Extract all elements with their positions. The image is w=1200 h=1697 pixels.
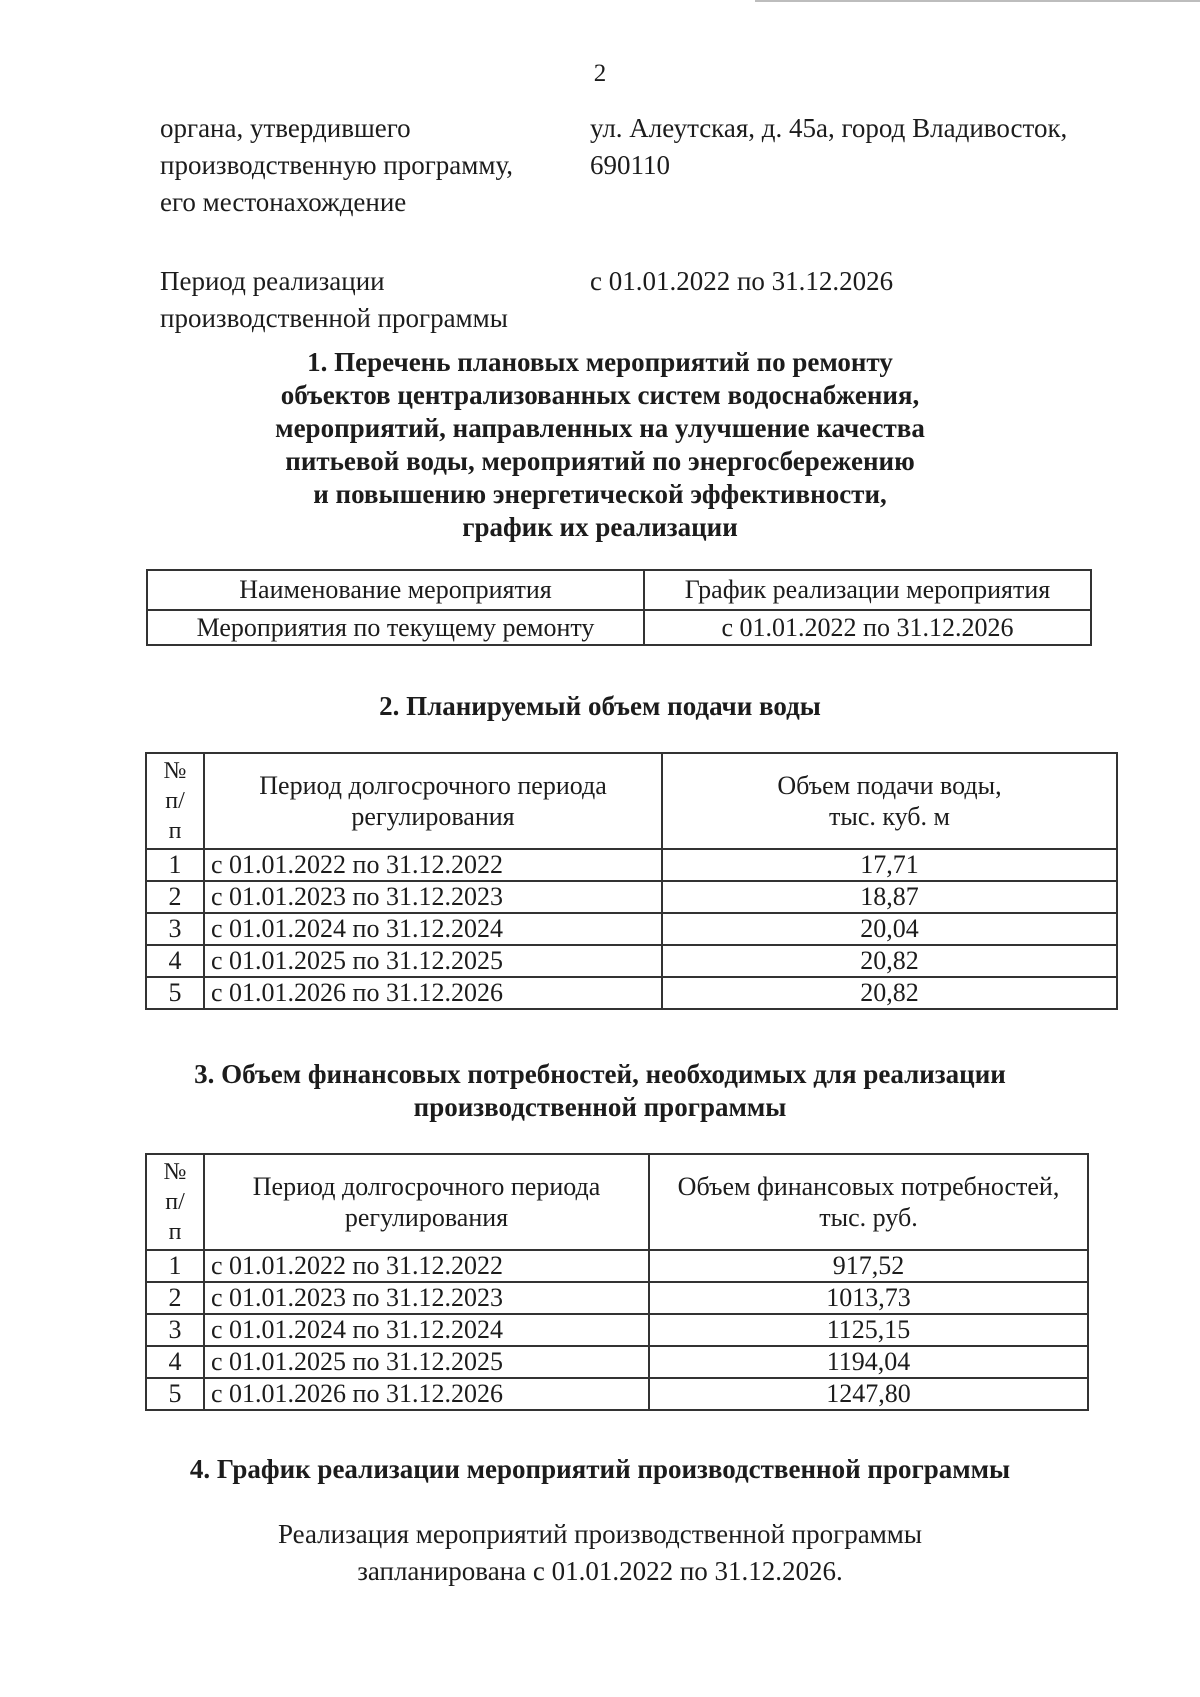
table-header-row <box>146 1154 1088 1250</box>
row-number: 3 <box>146 913 204 945</box>
header-number: № п/ п <box>146 753 204 849</box>
row-number: 2 <box>146 881 204 913</box>
title-line: 3. Объем финансовых потребностей, необходимых для реализации <box>194 1059 1006 1089</box>
row-number: 5 <box>146 1378 204 1410</box>
row-period: с 01.01.2024 по 31.12.2024 <box>204 1314 649 1346</box>
label-line: его местонахождение <box>160 187 407 217</box>
table-row <box>146 1314 1088 1346</box>
row-financial-needs: 917,52 <box>649 1250 1088 1282</box>
title-line: мероприятий, направленных на улучшение качества <box>275 413 925 443</box>
header-period: Период долгосрочного периода регулирования <box>204 753 662 849</box>
section2-title: 2. Планируемый объем подачи воды <box>379 691 821 721</box>
row-number: 4 <box>146 945 204 977</box>
row-water-volume: 20,04 <box>662 913 1117 945</box>
row-period: с 01.01.2026 по 31.12.2026 <box>204 977 662 1009</box>
address-line: ул. Алеутская, д. 45а, город Владивосток, <box>590 113 1068 143</box>
section3-title <box>120 1058 1080 1124</box>
row-period: с 01.01.2026 по 31.12.2026 <box>204 1378 649 1410</box>
header-activity-schedule: График реализации мероприятия <box>644 570 1091 610</box>
row-water-volume: 17,71 <box>662 849 1117 881</box>
table-row <box>147 610 1091 645</box>
implementation-period-label <box>160 263 540 337</box>
table-row <box>146 1378 1088 1410</box>
section4-text <box>140 1516 1060 1590</box>
header-number: № п/ п <box>146 1154 204 1250</box>
header-activity-name: Наименование мероприятия <box>147 570 644 610</box>
row-financial-needs: 1247,80 <box>649 1378 1088 1410</box>
row-number: 2 <box>146 1282 204 1314</box>
row-period: с 01.01.2025 по 31.12.2025 <box>204 1346 649 1378</box>
row-water-volume: 20,82 <box>662 977 1117 1009</box>
row-period: с 01.01.2022 по 31.12.2022 <box>204 849 662 881</box>
row-period: с 01.01.2022 по 31.12.2022 <box>204 1250 649 1282</box>
header-period: Период долгосрочного периода регулирования <box>204 1154 649 1250</box>
title-line: график их реализации <box>462 512 738 542</box>
row-period: с 01.01.2023 по 31.12.2023 <box>204 881 662 913</box>
implementation-period-block <box>160 263 1160 343</box>
table-row <box>146 977 1117 1009</box>
table-row <box>146 1346 1088 1378</box>
row-financial-needs: 1013,73 <box>649 1282 1088 1314</box>
row-financial-needs: 1194,04 <box>649 1346 1088 1378</box>
page-number: 2 <box>593 60 607 87</box>
table-row <box>146 945 1117 977</box>
title-line: питьевой воды, мероприятий по энергосбережению <box>285 446 915 476</box>
row-water-volume: 18,87 <box>662 881 1117 913</box>
title-line: 1. Перечень плановых мероприятий по ремонту <box>307 347 893 377</box>
header-financial-needs: Объем финансовых потребностей, тыс. руб. <box>649 1154 1088 1250</box>
text-line: запланирована с 01.01.2022 по 31.12.2026. <box>357 1556 843 1586</box>
row-number: 1 <box>146 1250 204 1282</box>
section4-title: 4. График реализации мероприятий производственной программы <box>189 1454 1011 1484</box>
row-number: 1 <box>146 849 204 881</box>
table-row <box>146 849 1117 881</box>
water-supply-table <box>145 752 1118 1010</box>
scan-edge-line <box>755 0 1200 2</box>
label-line: производственной программы <box>160 303 508 333</box>
row-number: 5 <box>146 977 204 1009</box>
table-header-row <box>146 753 1117 849</box>
authority-location-value <box>590 110 1110 184</box>
row-period: с 01.01.2025 по 31.12.2025 <box>204 945 662 977</box>
row-water-volume: 20,82 <box>662 945 1117 977</box>
authority-location-label <box>160 110 540 221</box>
title-line: и повышению энергетической эффективности, <box>313 479 887 509</box>
label-line: производственную программу, <box>160 150 513 180</box>
postal-code: 690110 <box>590 150 670 180</box>
title-line: объектов централизованных систем водоснабжения, <box>280 380 920 410</box>
activity-name: Мероприятия по текущему ремонту <box>147 610 644 645</box>
table-row <box>146 1282 1088 1314</box>
table-row <box>146 881 1117 913</box>
text-line: Реализация мероприятий производственной программы <box>277 1519 923 1549</box>
label-line: Период реализации <box>160 266 385 296</box>
row-period: с 01.01.2024 по 31.12.2024 <box>204 913 662 945</box>
authority-location-block <box>160 110 1160 230</box>
financial-needs-table <box>145 1153 1089 1411</box>
activity-schedule: с 01.01.2022 по 31.12.2026 <box>644 610 1091 645</box>
activities-table <box>146 569 1092 646</box>
section1-title <box>140 346 1060 544</box>
row-number: 4 <box>146 1346 204 1378</box>
title-line: производственной программы <box>413 1092 787 1122</box>
row-number: 3 <box>146 1314 204 1346</box>
label-line: органа, утвердившего <box>160 113 411 143</box>
row-period: с 01.01.2023 по 31.12.2023 <box>204 1282 649 1314</box>
row-financial-needs: 1125,15 <box>649 1314 1088 1346</box>
header-water-volume: Объем подачи воды, тыс. куб. м <box>662 753 1117 849</box>
table-row <box>146 1250 1088 1282</box>
table-header-row <box>147 570 1091 610</box>
table-row <box>146 913 1117 945</box>
implementation-period-value: с 01.01.2022 по 31.12.2026 <box>590 266 894 296</box>
